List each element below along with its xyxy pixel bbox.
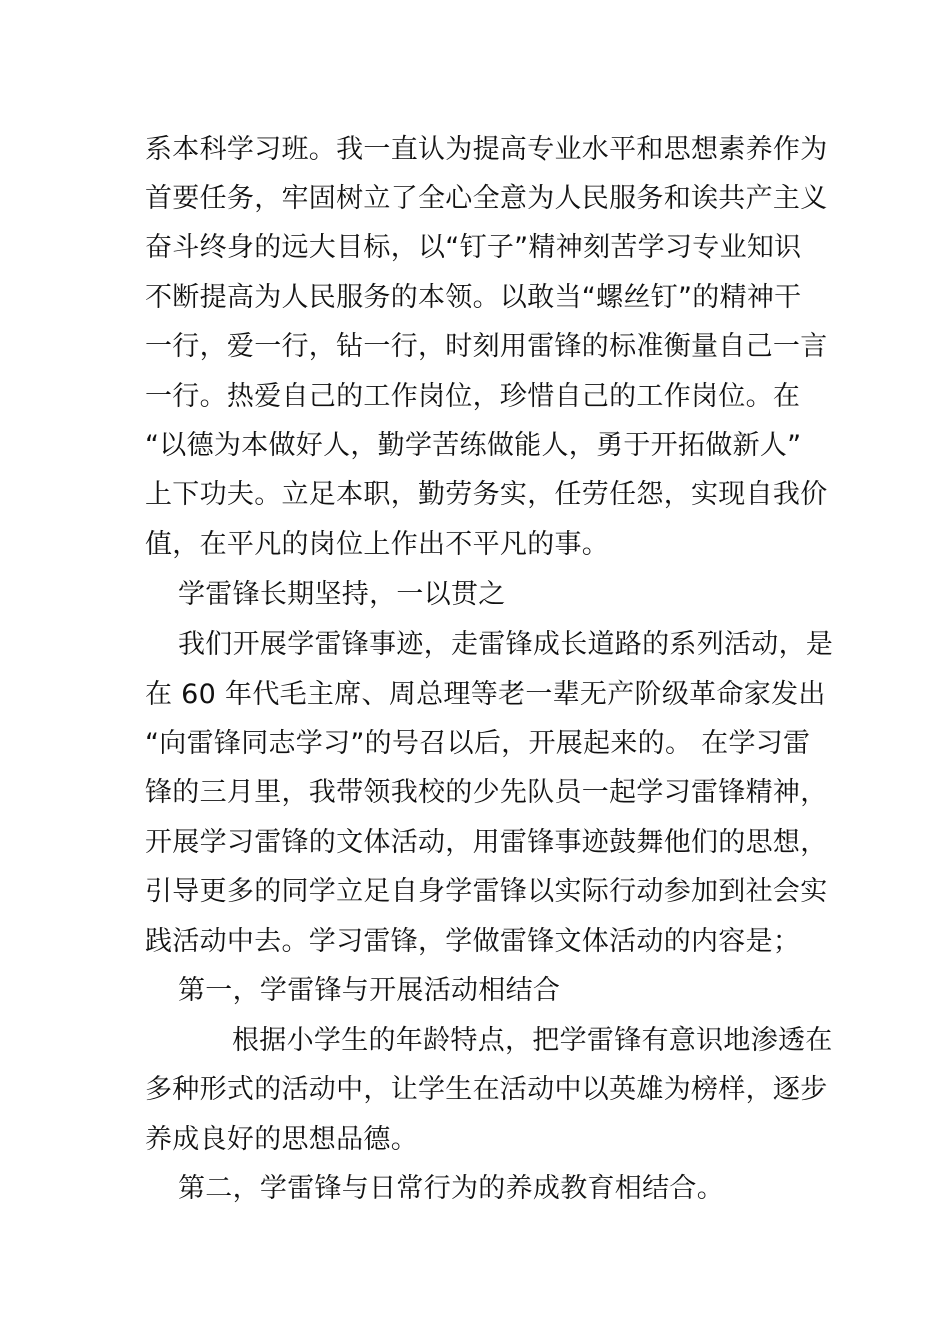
paragraph-line: 不断提高为人民服务的本领。以敢当“螺丝钉”的精神干 [145,282,802,313]
paragraph-line: 一行。热爱自己的工作岗位，珍惜自己的工作岗位。在 [145,381,801,412]
paragraph-line: 多种形式的活动中，让学生在活动中以英雄为榜样，逐步 [145,1074,828,1105]
paragraph-line: 系本科学习班。我一直认为提高专业水平和思想素养作为 [145,134,828,165]
paragraph-line: “向雷锋同志学习”的号召以后，开展起来的。 在学习雷 [145,728,811,759]
paragraph-line: 在 60 年代毛主席、周总理等老一辈无产阶级革命家发出 [145,679,826,710]
paragraph-line: 值，在平凡的岗位上作出不平凡的事。 [145,529,610,560]
paragraph-line: 践活动中去。学习雷锋，学做雷锋文体活动的内容是； [145,926,801,957]
paragraph-line: 首要任务，牢固树立了全心全意为人民服务和诶共产主义 [145,183,828,214]
paragraph-line: 上下功夫。立足本职，勤劳务实，任劳任怨，实现自我价 [145,479,828,510]
paragraph-line: 一行，爱一行，钻一行，时刻用雷锋的标准衡量自己一言 [145,331,828,362]
paragraph-line: 引导更多的同学立足自身学雷锋以实际行动参加到社会实 [145,876,828,907]
paragraph-line: 根据小学生的年龄特点，把学雷锋有意识地渗透在 [232,1025,833,1056]
paragraph-line: 开展学习雷锋的文体活动，用雷锋事迹鼓舞他们的思想， [145,827,828,858]
section-heading: 第二，学雷锋与日常行为的养成教育相结合。 [178,1173,724,1204]
section-heading: 学雷锋长期坚持，一以贯之 [178,579,506,610]
paragraph-line: 我们开展学雷锋事迹，走雷锋成长道路的系列活动，是 [178,629,834,660]
section-heading: 第一，学雷锋与开展活动相结合 [178,975,561,1006]
paragraph-line: “以德为本做好人，勤学苦练做能人，勇于开拓做新人” [145,430,802,461]
paragraph-line: 养成良好的思想品德。 [145,1124,418,1155]
paragraph-line: 奋斗终身的远大目标，以“钉子”精神刻苦学习专业知识 [145,232,802,263]
paragraph-line: 锋的三月里，我带领我校的少先队员一起学习雷锋精神， [145,777,828,808]
